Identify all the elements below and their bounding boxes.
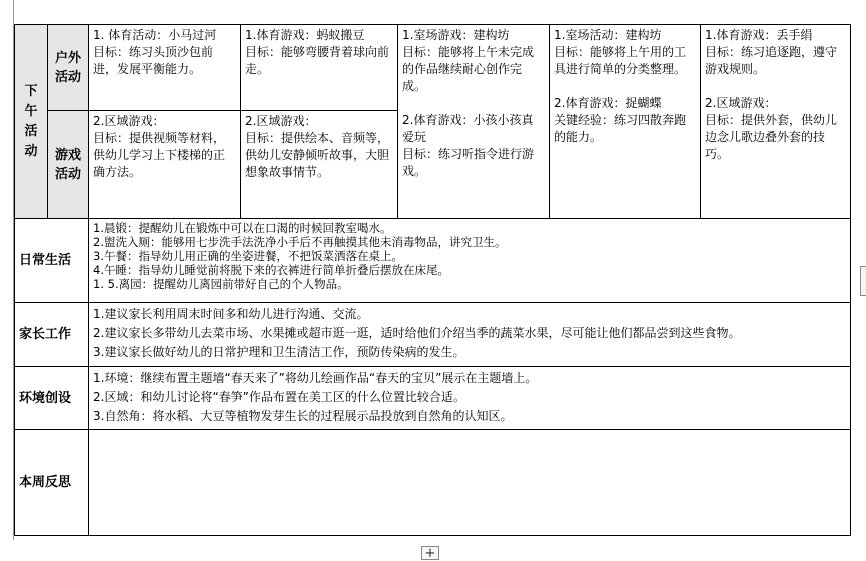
weekly-plan-document [14, 24, 850, 536]
activity-title: 1. 体育活动：小马过河 [93, 28, 217, 42]
list-item: 1.建议家长利用周末时间多和幼儿进行沟通、交流。 [93, 307, 369, 321]
afternoon-day-5[interactable] [701, 25, 851, 219]
activity-goal: 目标：提供视频等材料，供幼儿学习上下楼梯的正确方法。 [93, 131, 226, 179]
activity-goal: 目标：能够弯腰背着球向前走。 [245, 45, 390, 76]
list-item: 2.区域：和幼儿讨论将“春笋”作品布置在美工区的什么位置比较合适。 [93, 390, 465, 404]
list-item: 3.自然角：将水稻、大豆等植物发芽生长的过程展示品投放到自然角的认知区。 [93, 409, 513, 423]
daily-life-row [15, 219, 851, 303]
activity-goal: 目标：能够将上午用的工具进行简单的分类整理。 [554, 45, 687, 76]
list-item: 2.建议家长多带幼儿去菜市场、水果摊或超市逛一逛，适时给他们介绍当季的蔬菜水果，尽可能让他们都品尝到这些食物。 [93, 326, 741, 340]
weekly-plan-table [14, 24, 851, 536]
environment-label: 环境创设 [15, 367, 89, 430]
reflection-label: 本周反思 [15, 430, 89, 536]
afternoon-day-1-outdoor[interactable] [89, 25, 241, 111]
afternoon-day-1-game[interactable] [89, 111, 241, 219]
activity-title: 2.体育游戏：捉蝴蝶 [554, 96, 662, 110]
parents-content[interactable] [89, 303, 851, 367]
afternoon-day-2-game[interactable] [241, 111, 398, 219]
afternoon-label [15, 25, 48, 219]
parents-label: 家长工作 [15, 303, 89, 367]
activity-title: 2.体育游戏：小孩小孩真爱玩 [402, 113, 534, 144]
outdoor-label [48, 25, 89, 111]
game-label-text: 游戏活动 [54, 147, 81, 182]
activity-title: 1.体育游戏：丢手绢 [705, 28, 813, 42]
list-item: 1.环境：继续布置主题墙“春天来了”将幼儿绘画作品“春天的宝贝”展示在主题墙上。 [93, 371, 538, 385]
daily-life-content[interactable] [89, 219, 851, 303]
add-row-button[interactable]: + [421, 546, 439, 560]
activity-title: 1.体育游戏：蚂蚁搬豆 [245, 28, 365, 42]
afternoon-day-4[interactable] [550, 25, 701, 219]
activity-title: 1.室场活动：建构坊 [554, 28, 662, 42]
afternoon-day-3[interactable] [398, 25, 550, 219]
list-item: 2.盥洗入厕：能够用七步洗手法洗净小手后不再触摸其他未消毒物品，讲究卫生。 [93, 235, 507, 249]
environment-content[interactable] [89, 367, 851, 430]
activity-title: 1.室场游戏：建构坊 [402, 28, 510, 42]
activity-goal: 目标：练习追逐跑，遵守游戏规则。 [705, 45, 838, 76]
activity-goal: 目标：练习头顶沙包前进，发展平衡能力。 [93, 45, 214, 76]
game-label [48, 111, 89, 219]
activity-goal: 目标：能够将上午未完成的作品继续耐心创作完成。 [402, 45, 535, 93]
list-item: 3.建议家长做好幼儿的日常护理和卫生清洁工作，预防传染病的发生。 [93, 345, 465, 359]
list-item: 1. 5.离园：提醒幼儿离园前带好自己的个人物品。 [93, 277, 349, 291]
list-item: 4.午睡：指导幼儿睡觉前将脱下来的衣裤进行简单折叠后摆放在床尾。 [93, 263, 449, 277]
activity-title: 2.区域游戏： [93, 114, 165, 128]
list-item: 3.午餐：指导幼儿用正确的坐姿进餐，不把饭菜洒落在桌上。 [93, 249, 403, 263]
environment-row [15, 367, 851, 430]
daily-life-label: 日常生活 [15, 219, 89, 303]
scroll-handle[interactable] [860, 266, 866, 296]
page-left-margin [0, 0, 14, 540]
reflection-row [15, 430, 851, 536]
activity-goal: 目标：提供绘本、音频等，供幼儿安静倾听故事，大胆想象故事情节。 [245, 131, 390, 179]
activity-goal: 目标：练习听指令进行游戏。 [402, 147, 535, 178]
reflection-content[interactable] [89, 430, 851, 536]
afternoon-day-2-outdoor[interactable] [241, 25, 398, 111]
parents-row [15, 303, 851, 367]
activity-title: 2.区域游戏： [245, 114, 317, 128]
list-item: 1.晨锻：提醒幼儿在锻炼中可以在口渴的时候回教室喝水。 [93, 221, 392, 235]
activity-goal: 目标：提供外套，供幼儿边念儿歌边叠外套的技巧。 [705, 113, 838, 161]
activity-title: 2.区域游戏： [705, 96, 777, 110]
afternoon-outdoor-row [15, 25, 851, 111]
activity-goal: 关键经验：练习四散奔跑的能力。 [554, 113, 687, 144]
outdoor-label-text: 户外活动 [54, 50, 81, 85]
afternoon-label-text: 下午活动 [24, 83, 38, 159]
